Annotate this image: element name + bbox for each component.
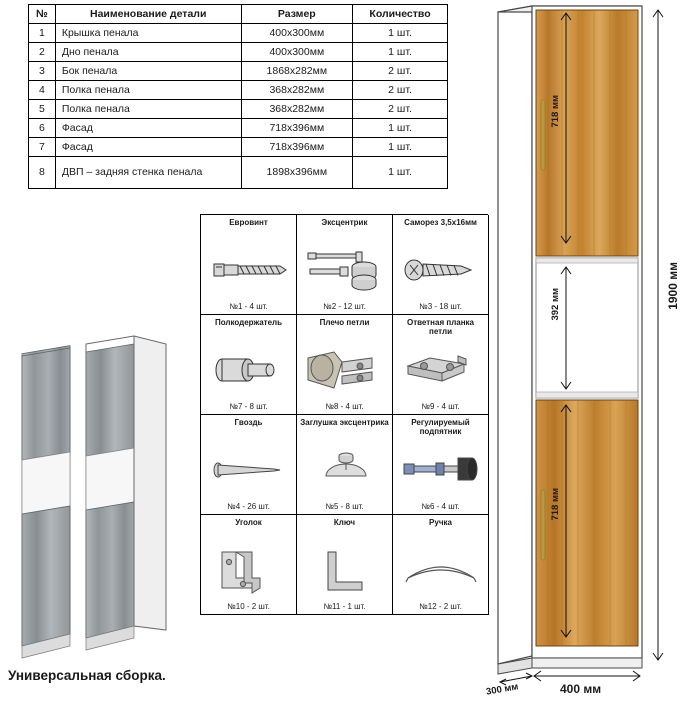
cell-size: 718х396мм (241, 138, 352, 157)
corner-bracket-icon (203, 537, 294, 602)
cell-name: ДВП – задняя стенка пенала (55, 157, 241, 189)
cell-qty: 1 шт. (353, 157, 448, 189)
cell-number: 5 (29, 100, 56, 119)
cell-size: 718х396мм (241, 119, 352, 138)
hardware-title: Гвоздь (234, 418, 263, 427)
shelf-support-icon (203, 337, 294, 402)
hardware-title: Заглушка эксцентрика (300, 418, 389, 427)
handle-top (541, 100, 545, 170)
hinge-plate-icon (395, 337, 486, 402)
adjustable-foot-icon (395, 437, 486, 502)
cell-size: 368х282мм (241, 81, 352, 100)
hardware-item-euro-screw (201, 215, 297, 315)
hardware-qty: №10 - 2 шт. (227, 602, 270, 611)
table-row (29, 24, 448, 43)
cell-qty: 1 шт. (353, 43, 448, 62)
hardware-title: Ручка (429, 518, 452, 527)
cell-name: Дно пенала (55, 43, 241, 62)
cell-number: 4 (29, 81, 56, 100)
hardware-qty: №5 - 8 шт. (325, 502, 364, 511)
cell-size: 1898х396мм (241, 157, 352, 189)
table-row (29, 62, 448, 81)
hardware-title: Евровинт (229, 218, 268, 227)
hardware-item-handle (393, 515, 489, 615)
left-unit-a (22, 346, 70, 658)
cam-lock-icon (299, 237, 390, 302)
cell-qty: 1 шт. (353, 24, 448, 43)
hardware-qty: №6 - 4 шт. (421, 502, 460, 511)
nail-icon (203, 437, 294, 502)
hardware-item-cam-lock (297, 215, 393, 315)
dim-depth: 300 мм (485, 681, 520, 698)
hardware-title: Ключ (333, 518, 356, 527)
hardware-item-adjustable-foot (393, 415, 489, 515)
hardware-item-hinge-arm (297, 315, 393, 415)
cell-qty: 1 шт. (353, 119, 448, 138)
cell-number: 1 (29, 24, 56, 43)
cell-size: 400х300мм (241, 43, 352, 62)
cell-number: 3 (29, 62, 56, 81)
page-caption: Универсальная сборка. (8, 668, 166, 683)
hardware-title: Эксцентрик (321, 218, 368, 227)
cell-qty: 2 шт. (353, 62, 448, 81)
hardware-qty: №8 - 4 шт. (325, 402, 364, 411)
hardware-title: Полкодержатель (214, 318, 283, 327)
hardware-title: Регулируемый подпятник (411, 418, 470, 437)
left-unit-b (86, 336, 166, 650)
hardware-item-hinge-plate (393, 315, 489, 415)
hardware-item-shelf-support (201, 315, 297, 415)
hardware-qty: №11 - 1 шт. (323, 602, 366, 611)
th-size: Размер (241, 5, 352, 24)
cam-cap-icon (299, 437, 390, 502)
hardware-item-nail (201, 415, 297, 515)
hardware-qty: №2 - 12 шт. (323, 302, 366, 311)
handle-icon (395, 537, 486, 602)
hardware-qty: №3 - 18 шт. (419, 302, 462, 311)
cell-size: 400х300мм (241, 24, 352, 43)
assembly-illustration-left (8, 334, 188, 664)
table-row (29, 81, 448, 100)
wardrobe-illustration-main (485, 0, 700, 700)
dim-door-top: 718 мм (550, 95, 561, 128)
dimline-width (534, 671, 640, 681)
dim-door-bottom: 718 мм (550, 488, 561, 521)
hardware-qty: №7 - 8 шт. (229, 402, 268, 411)
cell-name: Полка пенала (55, 100, 241, 119)
dim-total-height: 1900 мм (666, 262, 680, 310)
hardware-title: Уголок (235, 518, 262, 527)
euro-screw-icon (203, 237, 294, 302)
cell-size: 368х282мм (241, 100, 352, 119)
self-tapping-screw-icon (395, 237, 486, 302)
hardware-qty: №1 - 4 шт. (229, 302, 268, 311)
cell-name: Бок пенала (55, 62, 241, 81)
table-row (29, 119, 448, 138)
allen-key-icon (299, 537, 390, 602)
dimline-total-height (653, 10, 663, 660)
table-row (29, 138, 448, 157)
hardware-title: Саморез 3,5х16мм (404, 218, 477, 227)
hardware-title: Ответная планка петли (406, 318, 475, 337)
hardware-item-cam-cap (297, 415, 393, 515)
cell-name: Крышка пенала (55, 24, 241, 43)
table-row (29, 43, 448, 62)
cell-size: 1868х282мм (241, 62, 352, 81)
cell-number: 2 (29, 43, 56, 62)
cell-qty: 2 шт. (353, 100, 448, 119)
cell-qty: 1 шт. (353, 138, 448, 157)
hinge-arm-icon (299, 337, 390, 402)
hardware-item-self-tapping-screw (393, 215, 489, 315)
table-row (29, 100, 448, 119)
hardware-item-corner-bracket (201, 515, 297, 615)
th-qty: Количество (353, 5, 448, 24)
cell-name: Фасад (55, 138, 241, 157)
cell-name: Фасад (55, 119, 241, 138)
cell-qty: 2 шт. (353, 81, 448, 100)
dim-width: 400 мм (560, 682, 602, 696)
table-header-row (29, 5, 448, 24)
cell-number: 8 (29, 157, 56, 189)
hardware-qty: №4 - 26 шт. (227, 502, 270, 511)
th-name: Наименование детали (55, 5, 241, 24)
cell-number: 7 (29, 138, 56, 157)
cell-number: 6 (29, 119, 56, 138)
th-number: № (29, 5, 56, 24)
hardware-title: Плечо петли (319, 318, 370, 327)
dim-middle-open: 392 мм (550, 288, 561, 321)
parts-table (28, 4, 448, 189)
table-row (29, 157, 448, 189)
hardware-list (200, 214, 488, 615)
hardware-item-allen-key (297, 515, 393, 615)
cell-name: Полка пенала (55, 81, 241, 100)
handle-bottom (541, 490, 545, 560)
hardware-qty: №9 - 4 шт. (421, 402, 460, 411)
hardware-qty: №12 - 2 шт. (419, 602, 462, 611)
